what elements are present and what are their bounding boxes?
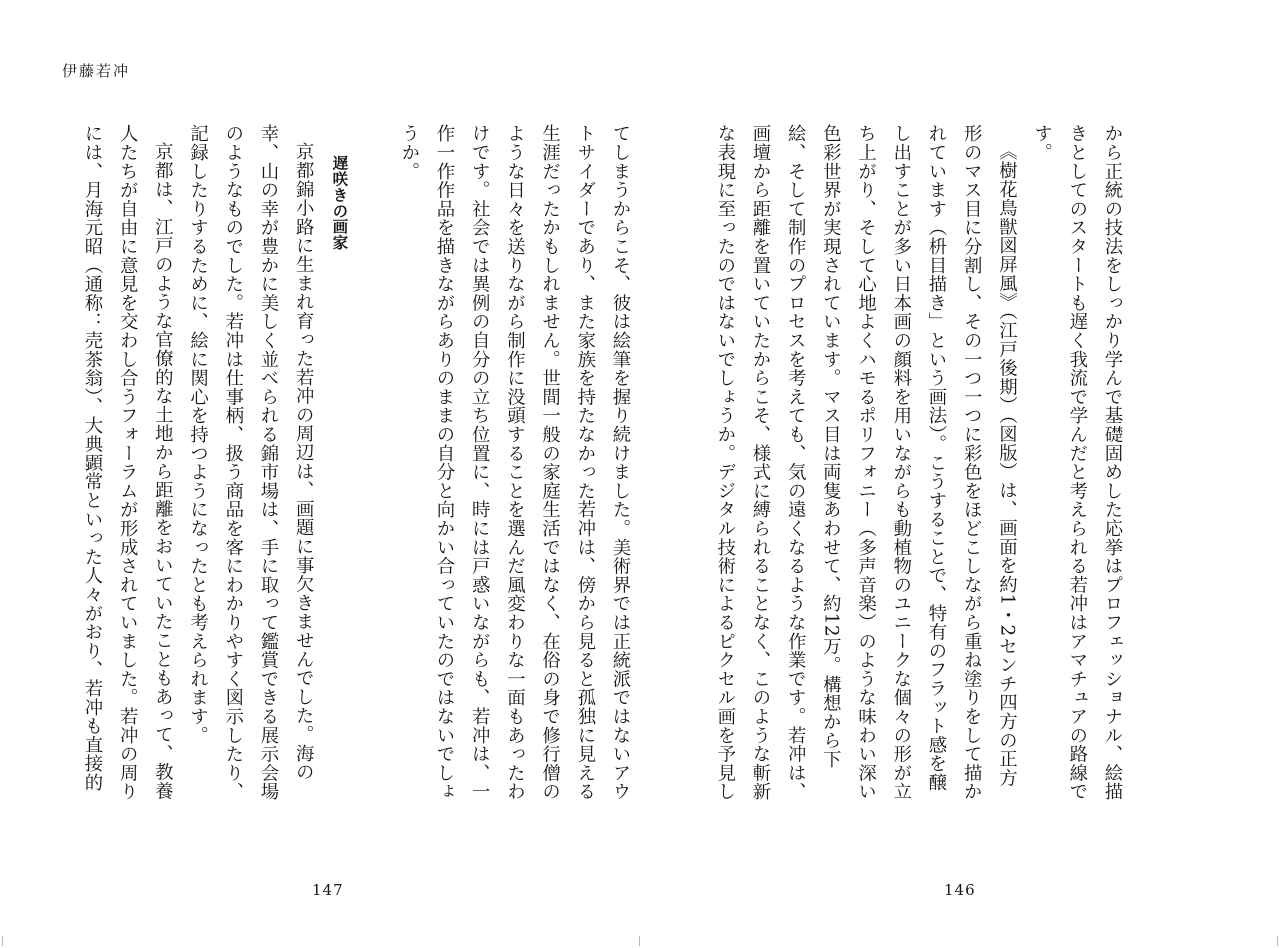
page-146-paragraph-1: から正統の技法をしっかり学んで基礎固めした応挙はプロフェッショナル、絵描きとしてのスタートも遅く我流で学んだと考えられる若冲はアマチュアの路線です。	[1031, 124, 1123, 801]
running-head: 伊藤若冲	[62, 62, 131, 80]
page-147-paragraph-1: てしまうからこそ、彼は絵筆を握り続けました。美術界では正統派ではないアウトサイダーであり、また家族を持たなかった若冲は、傍から見ると孤独に見える生涯だったかもしれません。世間一般の家庭生活ではなく、在俗の身で修行僧のような日々を送りながら制作に没頭することを選んだ風変わりな一面もあったわけです。社会では異例の自分の立ち位置に、時には戸惑いながらも、若冲は、一作一作作品を描きながらありのままの自分と向かい合っていたのではないでしょうか。	[398, 124, 631, 801]
section-spacer	[356, 124, 391, 804]
page-147-paragraph-2: 京都錦小路に生まれ育った若冲の周辺は、画題に事欠きませんでした。海の幸、山の幸が豊かに美しく並べられる錦市場は、手に取って鑑賞できる展示会場のようなものでした。若冲は仕事柄、扱う商品を客にわかりやすく図示したり、記録したりするために、絵に関心を持つようになったとも考えられます。	[187, 124, 315, 801]
page-147-paragraph-3: 京都は、江戸のような官僚的な土地から距離をおいていたこともあって、教養人たちが自由に意見を交わし合うフォーラムが形成されていました。若冲の周りには、月海元昭（通称：売茶翁）、大典顕常といった人々がおり、若冲も直接的	[81, 124, 174, 801]
trim-mark-center	[639, 936, 640, 946]
trim-mark-left	[2, 936, 3, 946]
folio-left: 147	[312, 881, 344, 899]
trim-mark-right	[1277, 936, 1278, 946]
page-146-body	[712, 124, 1130, 804]
section-heading: 遅咲きの画家	[330, 155, 349, 251]
folio-right: 146	[944, 881, 976, 899]
page-146-paragraph-2: 《樹花鳥獣図屏風》（江戸後期）（図版）は、画面を約1・2センチ四方の正方形のマス目に分割し、その一つ一つに彩色をほどこしながら重ね塗りをして描かれています（枡目描き」という画法）。こうすることで、特有のフラット感を醸し出すことが多い日本画の顔料を用いながらも動植物のユニークな個々の形が立ち上がり、そして心地よくハモるポリフォニー（多声音楽）のような味わい深い色彩世界が実現されています。マス目は両隻あわせて、約12万。構想から下絵、そして制作のプロセスを考えても、気の遠くなるような作業です。若冲は、画壇から距離を置いていたからこそ、様式に縛られることなく、このような斬新な表現に至ったのではないでしょうか。デジタル技術によるピクセル画を予見し	[714, 124, 1018, 801]
page-147-body	[80, 124, 638, 804]
